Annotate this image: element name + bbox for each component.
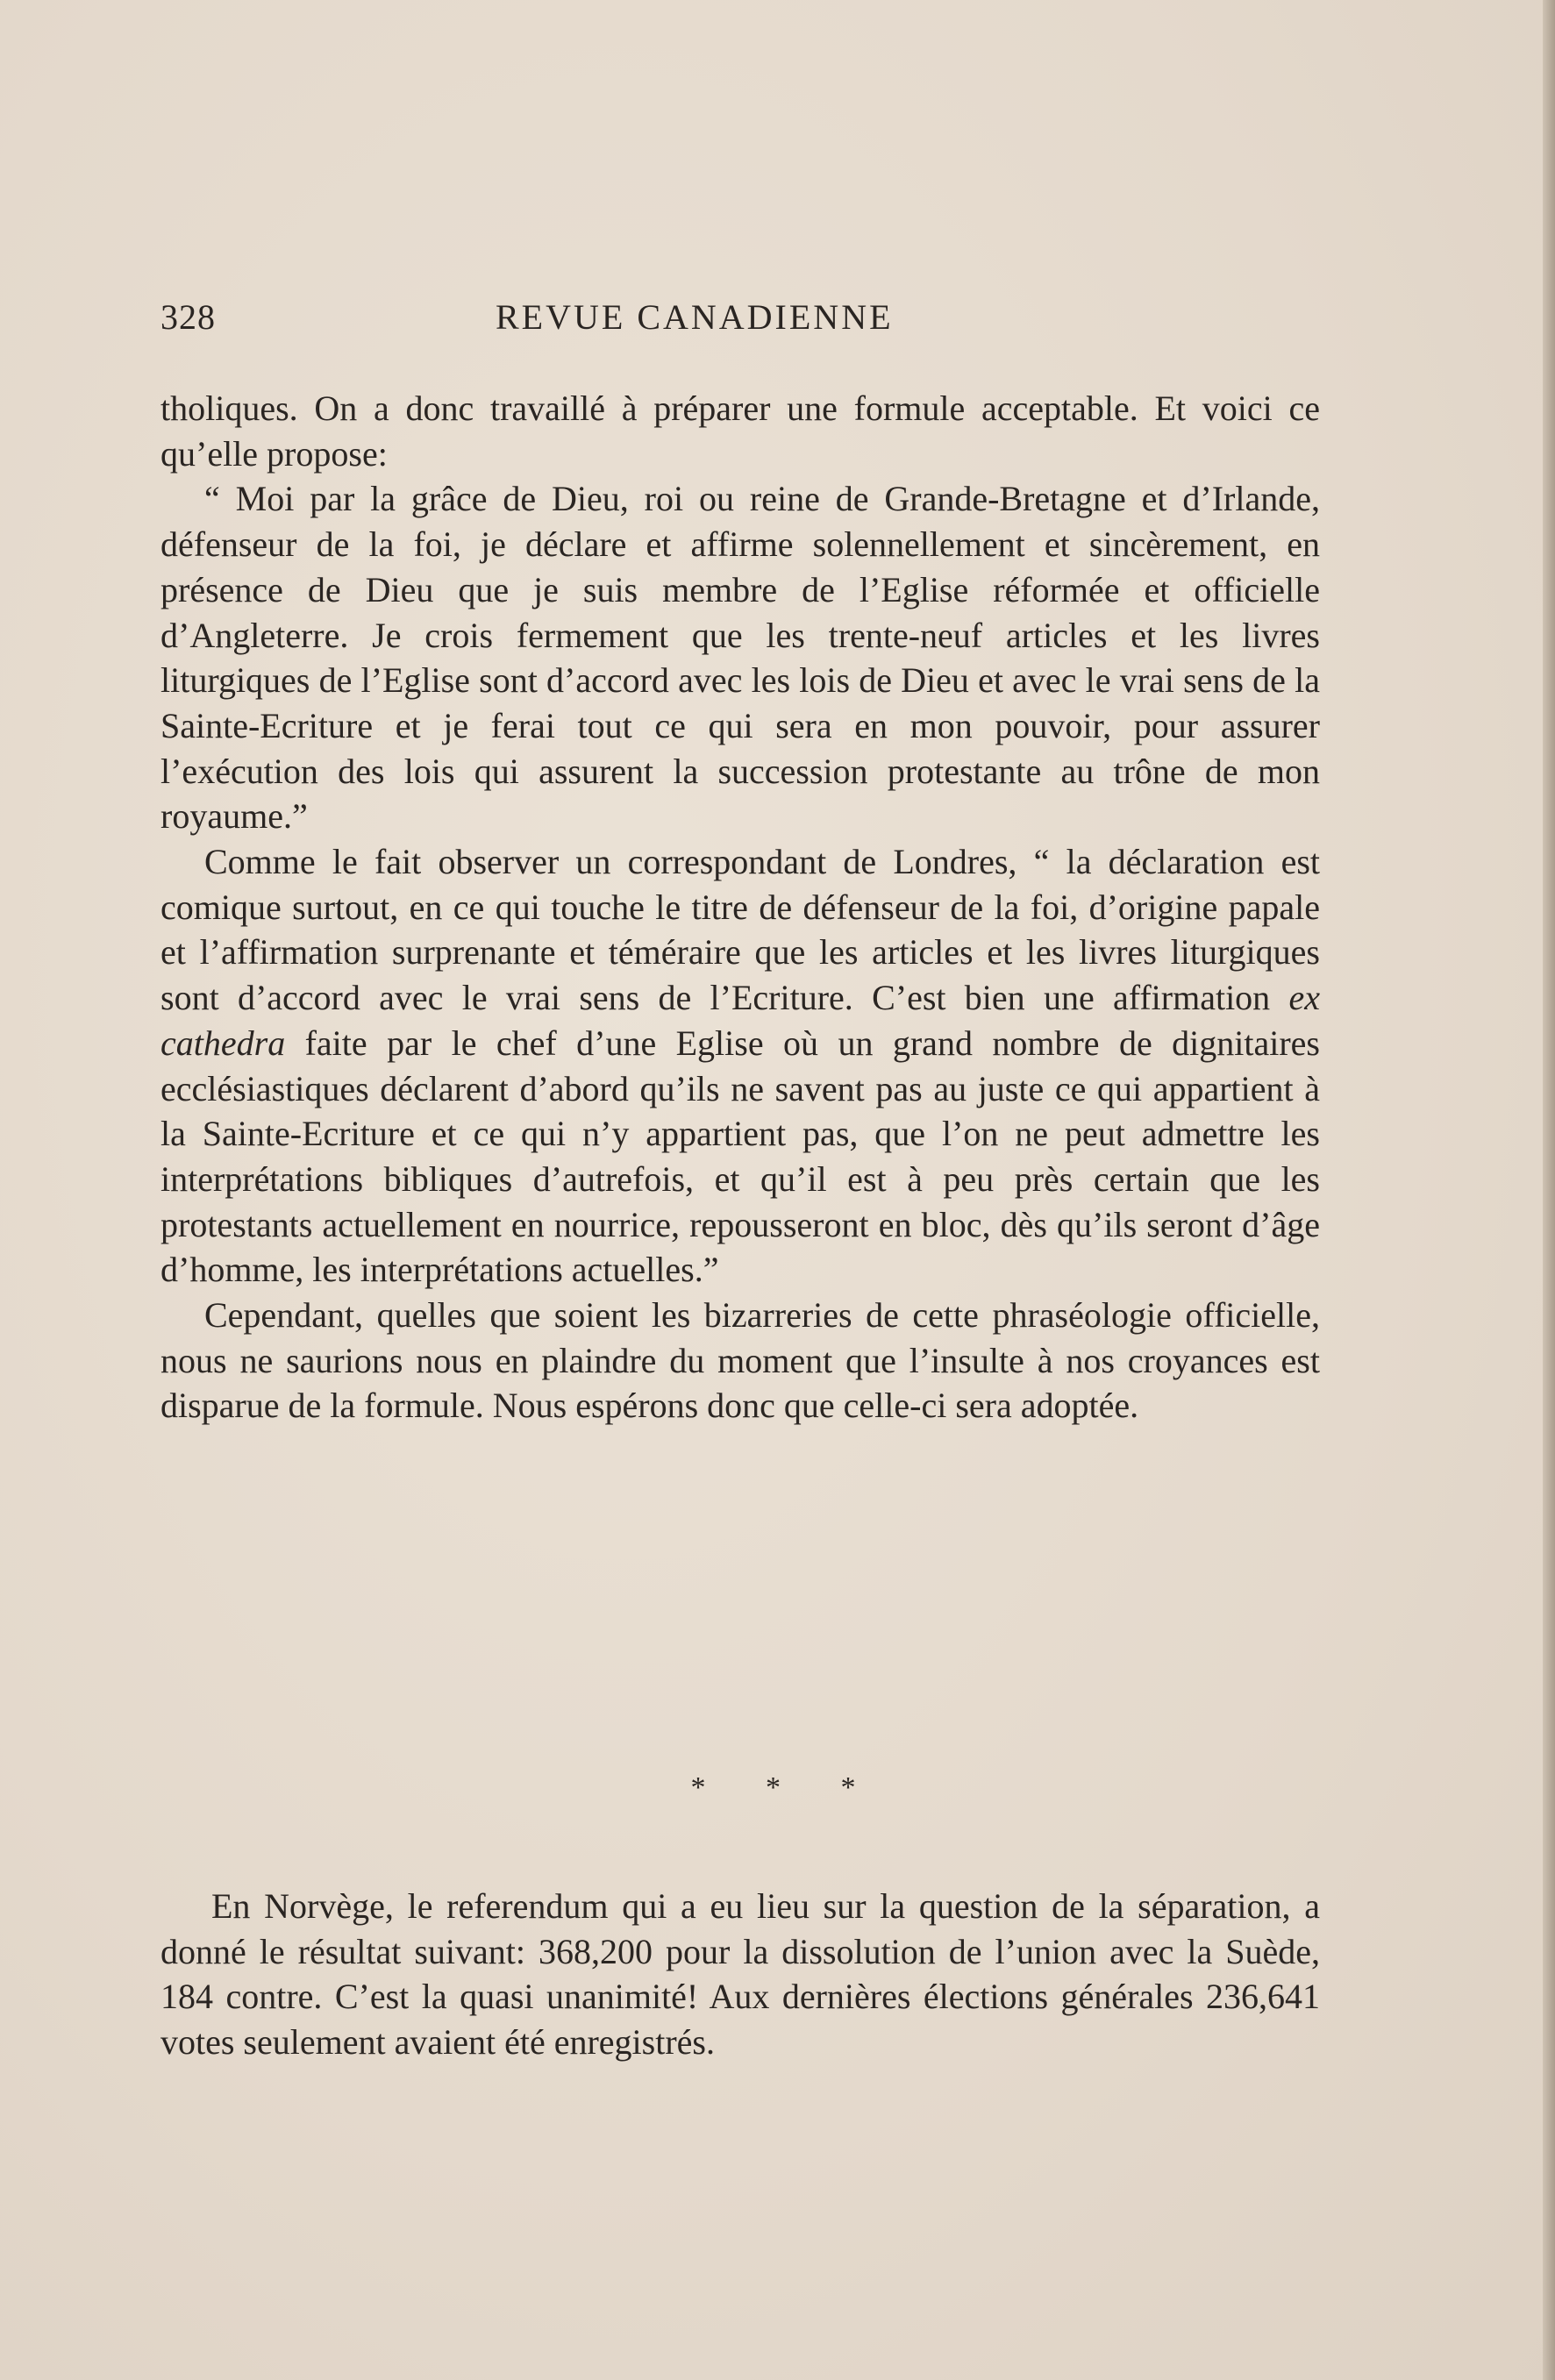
page-number: 328 (160, 297, 216, 337)
paragraph-commentary (160, 839, 1320, 1293)
quoted-declaration: “ Moi par la grâce de Dieu, roi ou reine de Grande-Bretagne et d’Irlande, défenseur de la foi, je déclare et affirme solennellement et sincèrement, en présence de Dieu que je suis membre de l’Eglise réformée et officielle d’Angleterre. Je crois fermement que les trente-neuf articles et les livres liturgiques de l’Eglise sont d’accord avec les lois de Dieu et avec le vrai sens de la Sainte-Ecriture et je ferai tout ce qui sera en mon pouvoir, pour assurer l’exécution des lois qui assurent la succession protestante au trône de mon royaume.” (160, 479, 1320, 837)
article-body (160, 386, 1320, 1429)
italic-phrase: ex cathedra (160, 978, 1320, 1063)
norway-section (160, 1884, 1320, 2065)
page-edge (1543, 0, 1555, 2380)
page-header (160, 296, 1318, 349)
paragraph-norway: En Norvège, le referendum qui a eu lieu sur la question de la séparation, a donné le résultat suivant: 368,200 pour la dissolution de l’union avec la Suède, 184 contre. C’est la quasi unanimité! Aux dernières élections générales 236,641 votes seulement avaient été enregistrés. (160, 1886, 1320, 2063)
commentary-text-start: Comme le fait observer un correspondant de Londres, “ la déclaration est comique surtout, en ce qui touche le titre de défenseur de la foi, d’origine papale et l’affirmation surprenante et téméraire que les articles et les livres liturgiques sont d’accord avec le vrai sens de l’Ecriture. C’est bien une affirmation (160, 842, 1320, 1018)
paragraph-conclusion: Cependant, quelles que soient les bizarreries de cette phraséologie officielle, nous ne saurions nous en plaindre du moment que l’insulte à nos croyances est disparue de la formule. Nous espérons donc que celle-ci sera adoptée. (160, 1295, 1320, 1426)
commentary-text-end: faite par le chef d’une Eglise où un grand nombre de dignitaires ecclésiastiques déclarent d’abord qu’ils ne savent pas au juste ce qui appartient à la Sainte-Ecriture et ce qui n’y appartient pas, que l’on ne peut admettre les interprétations bibliques d’autrefois, et qu’il est à peu près certain que les protestants actuellement en nourrice, repousseront en bloc, dès qu’ils seront d’âge d’homme, les interprétations actuelles.” (160, 1023, 1320, 1290)
paragraph-continuation: tholiques. On a donc travaillé à préparer une formule acceptable. Et voici ce qu’elle propose: (160, 388, 1320, 474)
section-separator: * * * (690, 1771, 882, 1804)
running-title: REVUE CANADIENNE (496, 297, 894, 337)
